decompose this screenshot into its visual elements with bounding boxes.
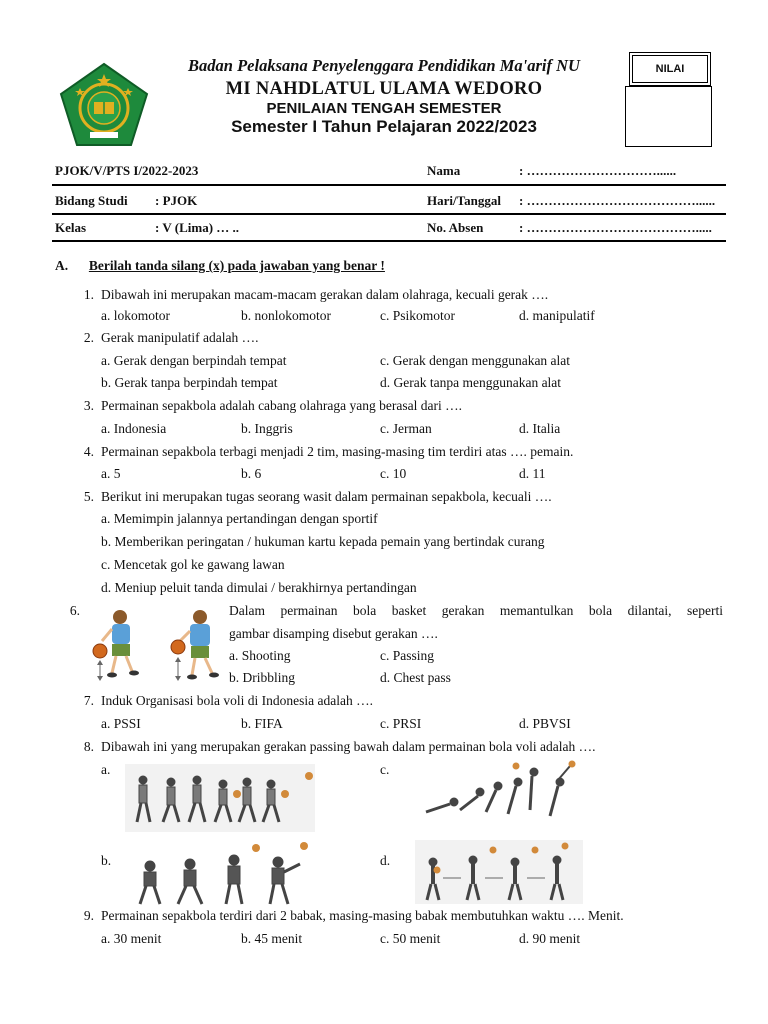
hari-label: Hari/Tanggal xyxy=(427,193,501,208)
question-number: 7. xyxy=(83,693,94,708)
option[interactable]: a. PSSI xyxy=(101,716,141,731)
divider xyxy=(52,240,726,242)
exam-title: PENILAIAN TENGAH SEMESTER xyxy=(266,100,502,117)
option[interactable]: a. Memimpin jalannya pertandingan dengan sportif xyxy=(101,511,378,526)
option[interactable]: d. xyxy=(380,853,391,868)
option[interactable]: b. FIFA xyxy=(241,716,283,731)
question-number: 4. xyxy=(83,444,94,459)
question-text: Berikut ini merupakan tugas seorang wasit dalam permainan sepakbola, kecuali …. xyxy=(101,489,552,504)
option[interactable]: c. 10 xyxy=(380,466,407,481)
option[interactable]: d. Meniup peluit tanda dimulai / berakhirnya pertandingan xyxy=(101,580,417,595)
nama-field[interactable]: : …………………………...... xyxy=(519,163,677,178)
divider xyxy=(52,213,726,215)
basketball-dribbling-illustration-icon xyxy=(90,607,222,687)
question-text: Dalam permainan bola basket gerakan memantulkan bola dilantai, seperti xyxy=(229,603,723,618)
option[interactable]: a. 30 menit xyxy=(101,931,162,946)
option[interactable]: d. Chest pass xyxy=(380,670,451,685)
divider xyxy=(52,184,726,186)
option[interactable]: c. Mencetak gol ke gawang lawan xyxy=(101,557,285,572)
section-heading xyxy=(55,258,385,274)
option[interactable]: b. nonlokomotor xyxy=(241,308,331,323)
option[interactable]: b. Inggris xyxy=(241,421,293,436)
option[interactable]: d. Gerak tanpa menggunakan alat xyxy=(380,375,562,390)
option[interactable]: c. Passing xyxy=(380,648,434,663)
option[interactable]: b. xyxy=(101,853,112,868)
option[interactable]: d. Italia xyxy=(519,421,561,436)
bidang-label: Bidang Studi xyxy=(55,193,128,208)
option[interactable]: a. lokomotor xyxy=(101,308,170,323)
question-number: 1. xyxy=(83,287,94,302)
semester-title: Semester I Tahun Pelajaran 2022/2023 xyxy=(231,117,537,136)
question-text: Permainan sepakbola adalah cabang olahraga yang berasal dari …. xyxy=(101,398,462,413)
option[interactable]: c. Jerman xyxy=(380,421,432,436)
volleyball-pass-illustration-a-icon[interactable] xyxy=(125,764,315,832)
option[interactable]: a. 5 xyxy=(101,466,121,481)
volleyball-pass-illustration-c-icon[interactable] xyxy=(420,760,580,826)
option[interactable]: a. Shooting xyxy=(229,648,291,663)
option[interactable]: b. Gerak tanpa berpindah tempat xyxy=(101,375,278,390)
nama-label: Nama xyxy=(427,163,461,178)
institution-name: Badan Pelaksana Penyelenggara Pendidikan Ma'arif NU xyxy=(188,56,580,75)
absen-field[interactable]: : …………………………………..... xyxy=(519,220,712,235)
hari-field[interactable]: : …………………………………...... xyxy=(519,193,716,208)
option[interactable]: c. Psikomotor xyxy=(380,308,456,323)
option[interactable]: a. Indonesia xyxy=(101,421,167,436)
question-text: Permainan sepakbola terdiri dari 2 babak, masing-masing babak membutuhkan waktu …. Menit. xyxy=(101,908,624,923)
question-text: Permainan sepakbola terbagi menjadi 2 tim, masing-masing tim terdiri atas …. pemain. xyxy=(101,444,574,459)
question-text: Dibawah ini merupakan macam-macam gerakan dalam olahraga, kecuali gerak …. xyxy=(101,287,549,302)
option[interactable]: b. Memberikan peringatan / hukuman kartu kepada pemain yang bertindak curang xyxy=(101,534,545,549)
kelas-label: Kelas xyxy=(55,220,87,235)
option[interactable]: b. 6 xyxy=(241,466,262,481)
option[interactable]: a. Gerak dengan berpindah tempat xyxy=(101,353,287,368)
score-box[interactable] xyxy=(625,86,712,147)
option[interactable]: d. manipulatif xyxy=(519,308,595,323)
question-number: 2. xyxy=(83,330,94,345)
question-number: 3. xyxy=(83,398,94,413)
option[interactable]: c. Gerak dengan menggunakan alat xyxy=(380,353,571,368)
question-number: 9. xyxy=(83,908,94,923)
option[interactable]: b. 45 menit xyxy=(241,931,303,946)
kelas-value: : V (Lima) … .. xyxy=(155,220,240,235)
option[interactable]: c. xyxy=(380,762,390,777)
question-number: 5. xyxy=(83,489,94,504)
question-text: gambar disamping disebut gerakan …. xyxy=(229,626,438,641)
exam-code: PJOK/V/PTS I/2022-2023 xyxy=(55,163,199,178)
school-logo-icon xyxy=(58,62,150,148)
option[interactable]: a. xyxy=(101,762,111,777)
bidang-value: : PJOK xyxy=(155,193,198,208)
volleyball-pass-illustration-b-icon[interactable] xyxy=(132,838,312,908)
option[interactable]: c. 50 menit xyxy=(380,931,441,946)
question-number: 6. xyxy=(69,603,80,618)
option[interactable]: d. 11 xyxy=(519,466,546,481)
option[interactable]: d. 90 menit xyxy=(519,931,581,946)
school-name: MI NAHDLATUL ULAMA WEDORO xyxy=(225,79,543,99)
question-number: 8. xyxy=(83,739,94,754)
section-letter: A. xyxy=(55,258,69,273)
question-text: Dibawah ini yang merupakan gerakan passing bawah dalam permainan bola voli adalah …. xyxy=(101,739,596,754)
option[interactable]: d. PBVSI xyxy=(519,716,571,731)
volleyball-pass-illustration-d-icon[interactable] xyxy=(415,840,583,904)
absen-label: No. Absen xyxy=(427,220,484,235)
section-instruction: Berilah tanda silang (x) pada jawaban yang benar ! xyxy=(88,258,385,273)
question-text: Gerak manipulatif adalah …. xyxy=(101,330,259,345)
option[interactable]: c. PRSI xyxy=(380,716,422,731)
question-text: Induk Organisasi bola voli di Indonesia adalah …. xyxy=(101,693,373,708)
nilai-label: NILAI xyxy=(632,55,708,83)
option[interactable]: b. Dribbling xyxy=(229,670,295,685)
